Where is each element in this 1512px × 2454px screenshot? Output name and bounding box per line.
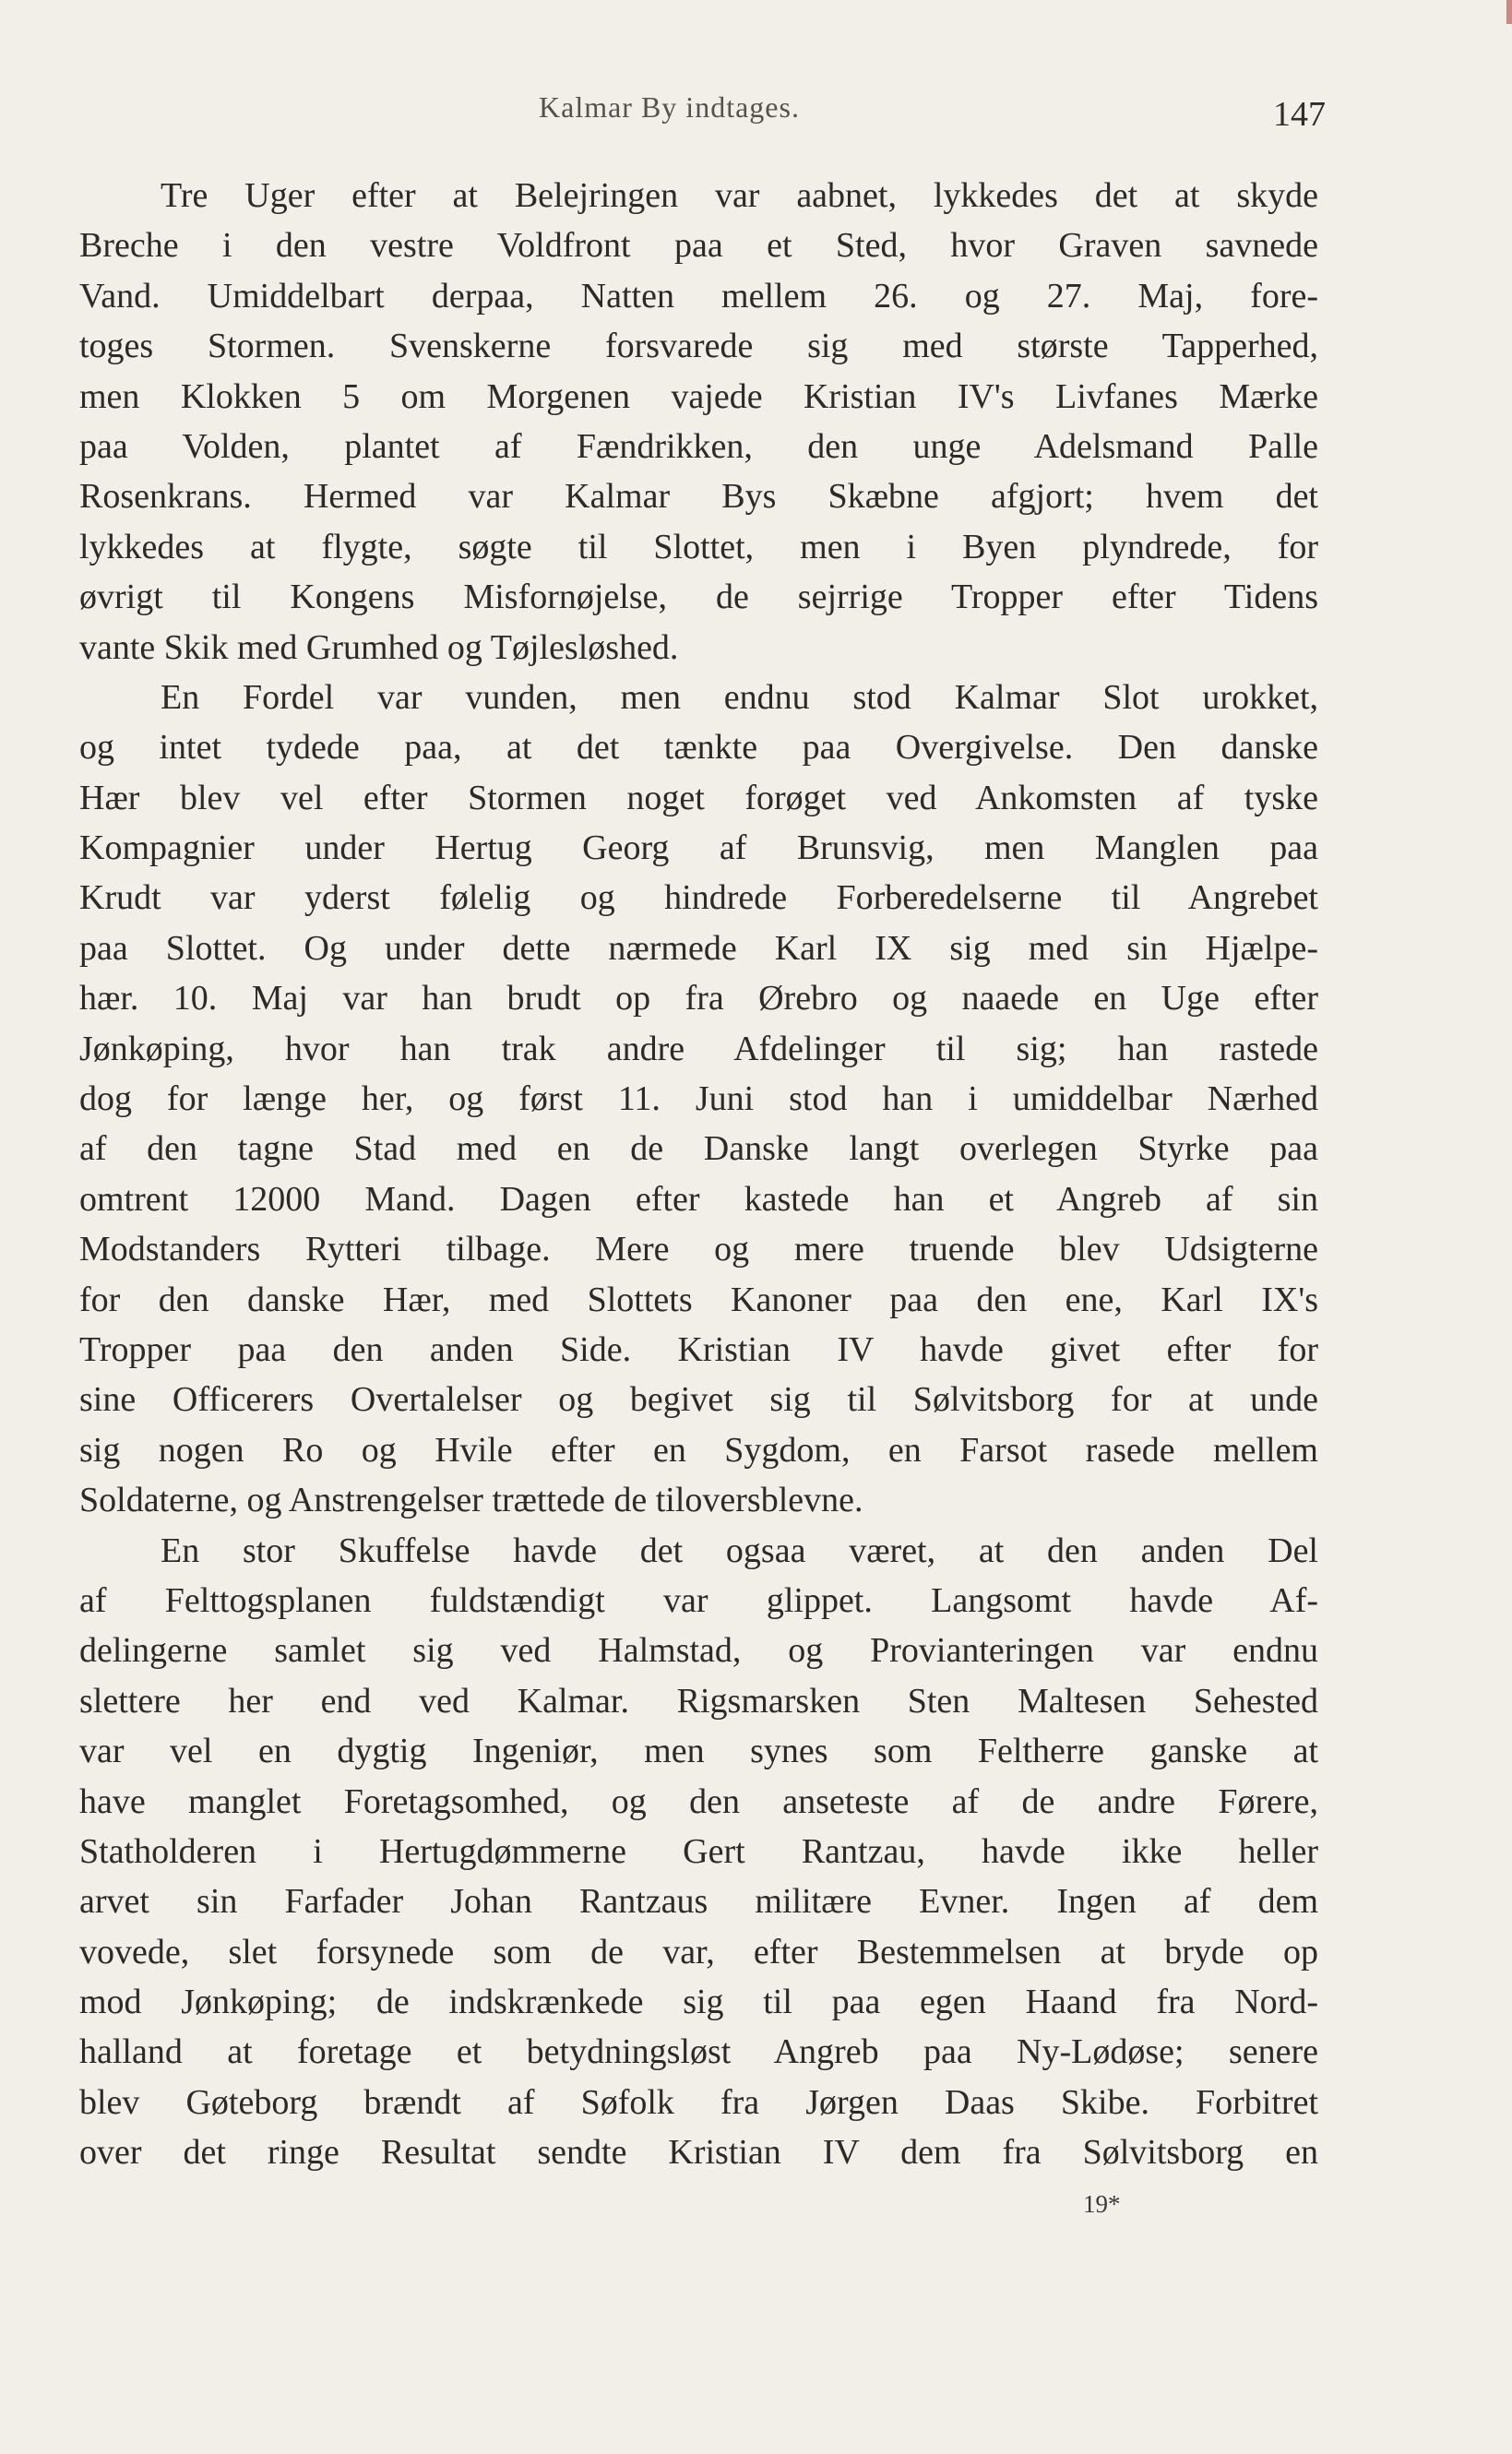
text-line: Breche i den vestre Voldfront paa et Sted, hvor Graven savnede bbox=[79, 226, 1318, 266]
text-line: var vel en dygtig Ingeniør, men synes som Feltherre ganske at bbox=[79, 1732, 1318, 1771]
text-line: toges Stormen. Svenskerne forsvarede sig med største Tapperhed, bbox=[79, 327, 1318, 366]
text-line: vante Skik med Grumhed og Tøjlesløshed. bbox=[79, 627, 679, 667]
text-line: paa Volden, plantet af Fændrikken, den unge Adelsmand Palle bbox=[79, 426, 1318, 466]
text-line: omtrent 12000 Mand. Dagen efter kastede han et Angreb af sin bbox=[79, 1179, 1318, 1219]
text-line: øvrigt til Kongens Misfornøjelse, de sejrrige Tropper efter Tidens bbox=[79, 578, 1318, 617]
body-text bbox=[79, 171, 1318, 2178]
page-number: 147 bbox=[1273, 95, 1326, 134]
text-line: af den tagne Stad med en de Danske langt overlegen Styrke paa bbox=[79, 1129, 1318, 1169]
text-line: men Klokken 5 om Morgenen vajede Kristian IV's Livfanes Mærke bbox=[79, 376, 1318, 416]
text-line: halland at foretage et betydningsløst Angreb paa Ny-Lødøse; senere bbox=[79, 2032, 1318, 2072]
text-line: Tre Uger efter at Belejringen var aabnet, lykkedes det at skyde bbox=[161, 176, 1318, 215]
paragraph bbox=[79, 673, 1318, 1526]
text-line: Vand. Umiddelbart derpaa, Natten mellem 26. og 27. Maj, fore- bbox=[79, 276, 1318, 316]
text-line: vovede, slet forsynede som de var, efter Bestemmelsen at bryde op bbox=[79, 1932, 1318, 1972]
text-line: sig nogen Ro og Hvile efter en Sygdom, en Farsot rasede mellem bbox=[79, 1430, 1318, 1470]
text-line: Tropper paa den anden Side. Kristian IV havde givet efter for bbox=[79, 1329, 1318, 1369]
text-line: dog for længe her, og først 11. Juni stod han i umiddelbar Nærhed bbox=[79, 1079, 1318, 1119]
text-line: af Felttogsplanen fuldstændigt var glippet. Langsomt havde Af- bbox=[79, 1580, 1318, 1620]
text-line: mod Jønkøping; de indskrænkede sig til paa egen Haand fra Nord- bbox=[79, 1983, 1318, 2022]
text-line: have manglet Foretagsomhed, og den anseteste af de andre Førere, bbox=[79, 1781, 1318, 1821]
paragraph bbox=[79, 1526, 1318, 2178]
text-line: En stor Skuffelse havde det ogsaa været, at den anden Del bbox=[161, 1531, 1318, 1570]
text-line: paa Slottet. Og under dette nærmede Karl IX sig med sin Hjælpe- bbox=[79, 928, 1318, 968]
text-line: slettere her end ved Kalmar. Rigsmarsken Sten Maltesen Sehested bbox=[79, 1681, 1318, 1721]
text-line: delingerne samlet sig ved Halmstad, og Provianteringen var endnu bbox=[79, 1631, 1318, 1671]
text-line: Hær blev vel efter Stormen noget forøget ved Ankomsten af tyske bbox=[79, 778, 1318, 817]
text-line: Statholderen i Hertugdømmerne Gert Rantzau, havde ikke heller bbox=[79, 1831, 1318, 1871]
text-line: Krudt var yderst følelig og hindrede Forberedelserne til Angrebet bbox=[79, 878, 1318, 918]
text-line: Kompagnier under Hertug Georg af Brunsvig, men Manglen paa bbox=[79, 828, 1318, 868]
running-head bbox=[0, 90, 1512, 134]
text-line: sine Officerers Overtalelser og begivet sig til Sølvitsborg for at unde bbox=[79, 1380, 1318, 1420]
text-line: for den danske Hær, med Slottets Kanoner paa den ene, Karl IX's bbox=[79, 1280, 1318, 1319]
text-line: blev Gøteborg brændt af Søfolk fra Jørgen Daas Skibe. Forbitret bbox=[79, 2082, 1318, 2122]
signature-mark: 19* bbox=[1083, 2190, 1121, 2218]
running-title: Kalmar By indtages. bbox=[539, 90, 800, 124]
text-line: lykkedes at flygte, søgte til Slottet, men i Byen plyndrede, for bbox=[79, 527, 1318, 566]
paragraph bbox=[79, 171, 1318, 673]
text-line: og intet tydede paa, at det tænkte paa Overgivelse. Den danske bbox=[79, 728, 1318, 768]
text-line: Soldaterne, og Anstrengelser trættede de tiloversblevne. bbox=[79, 1481, 863, 1520]
text-line: arvet sin Farfader Johan Rantzaus militære Evner. Ingen af dem bbox=[79, 1882, 1318, 1922]
text-line: Jønkøping, hvor han trak andre Afdelinger til sig; han rastede bbox=[79, 1029, 1318, 1068]
text-line: Modstanders Rytteri tilbage. Mere og mere truende blev Udsigterne bbox=[79, 1230, 1318, 1269]
text-line: En Fordel var vunden, men endnu stod Kalmar Slot urokket, bbox=[161, 677, 1318, 717]
text-line: over det ringe Resultat sendte Kristian IV dem fra Sølvitsborg en bbox=[79, 2133, 1318, 2173]
page-edge-mark bbox=[1506, 0, 1512, 24]
text-line: Rosenkrans. Hermed var Kalmar Bys Skæbne afgjort; hvem det bbox=[79, 477, 1318, 517]
text-line: hær. 10. Maj var han brudt op fra Ørebro og naaede en Uge efter bbox=[79, 979, 1318, 1019]
